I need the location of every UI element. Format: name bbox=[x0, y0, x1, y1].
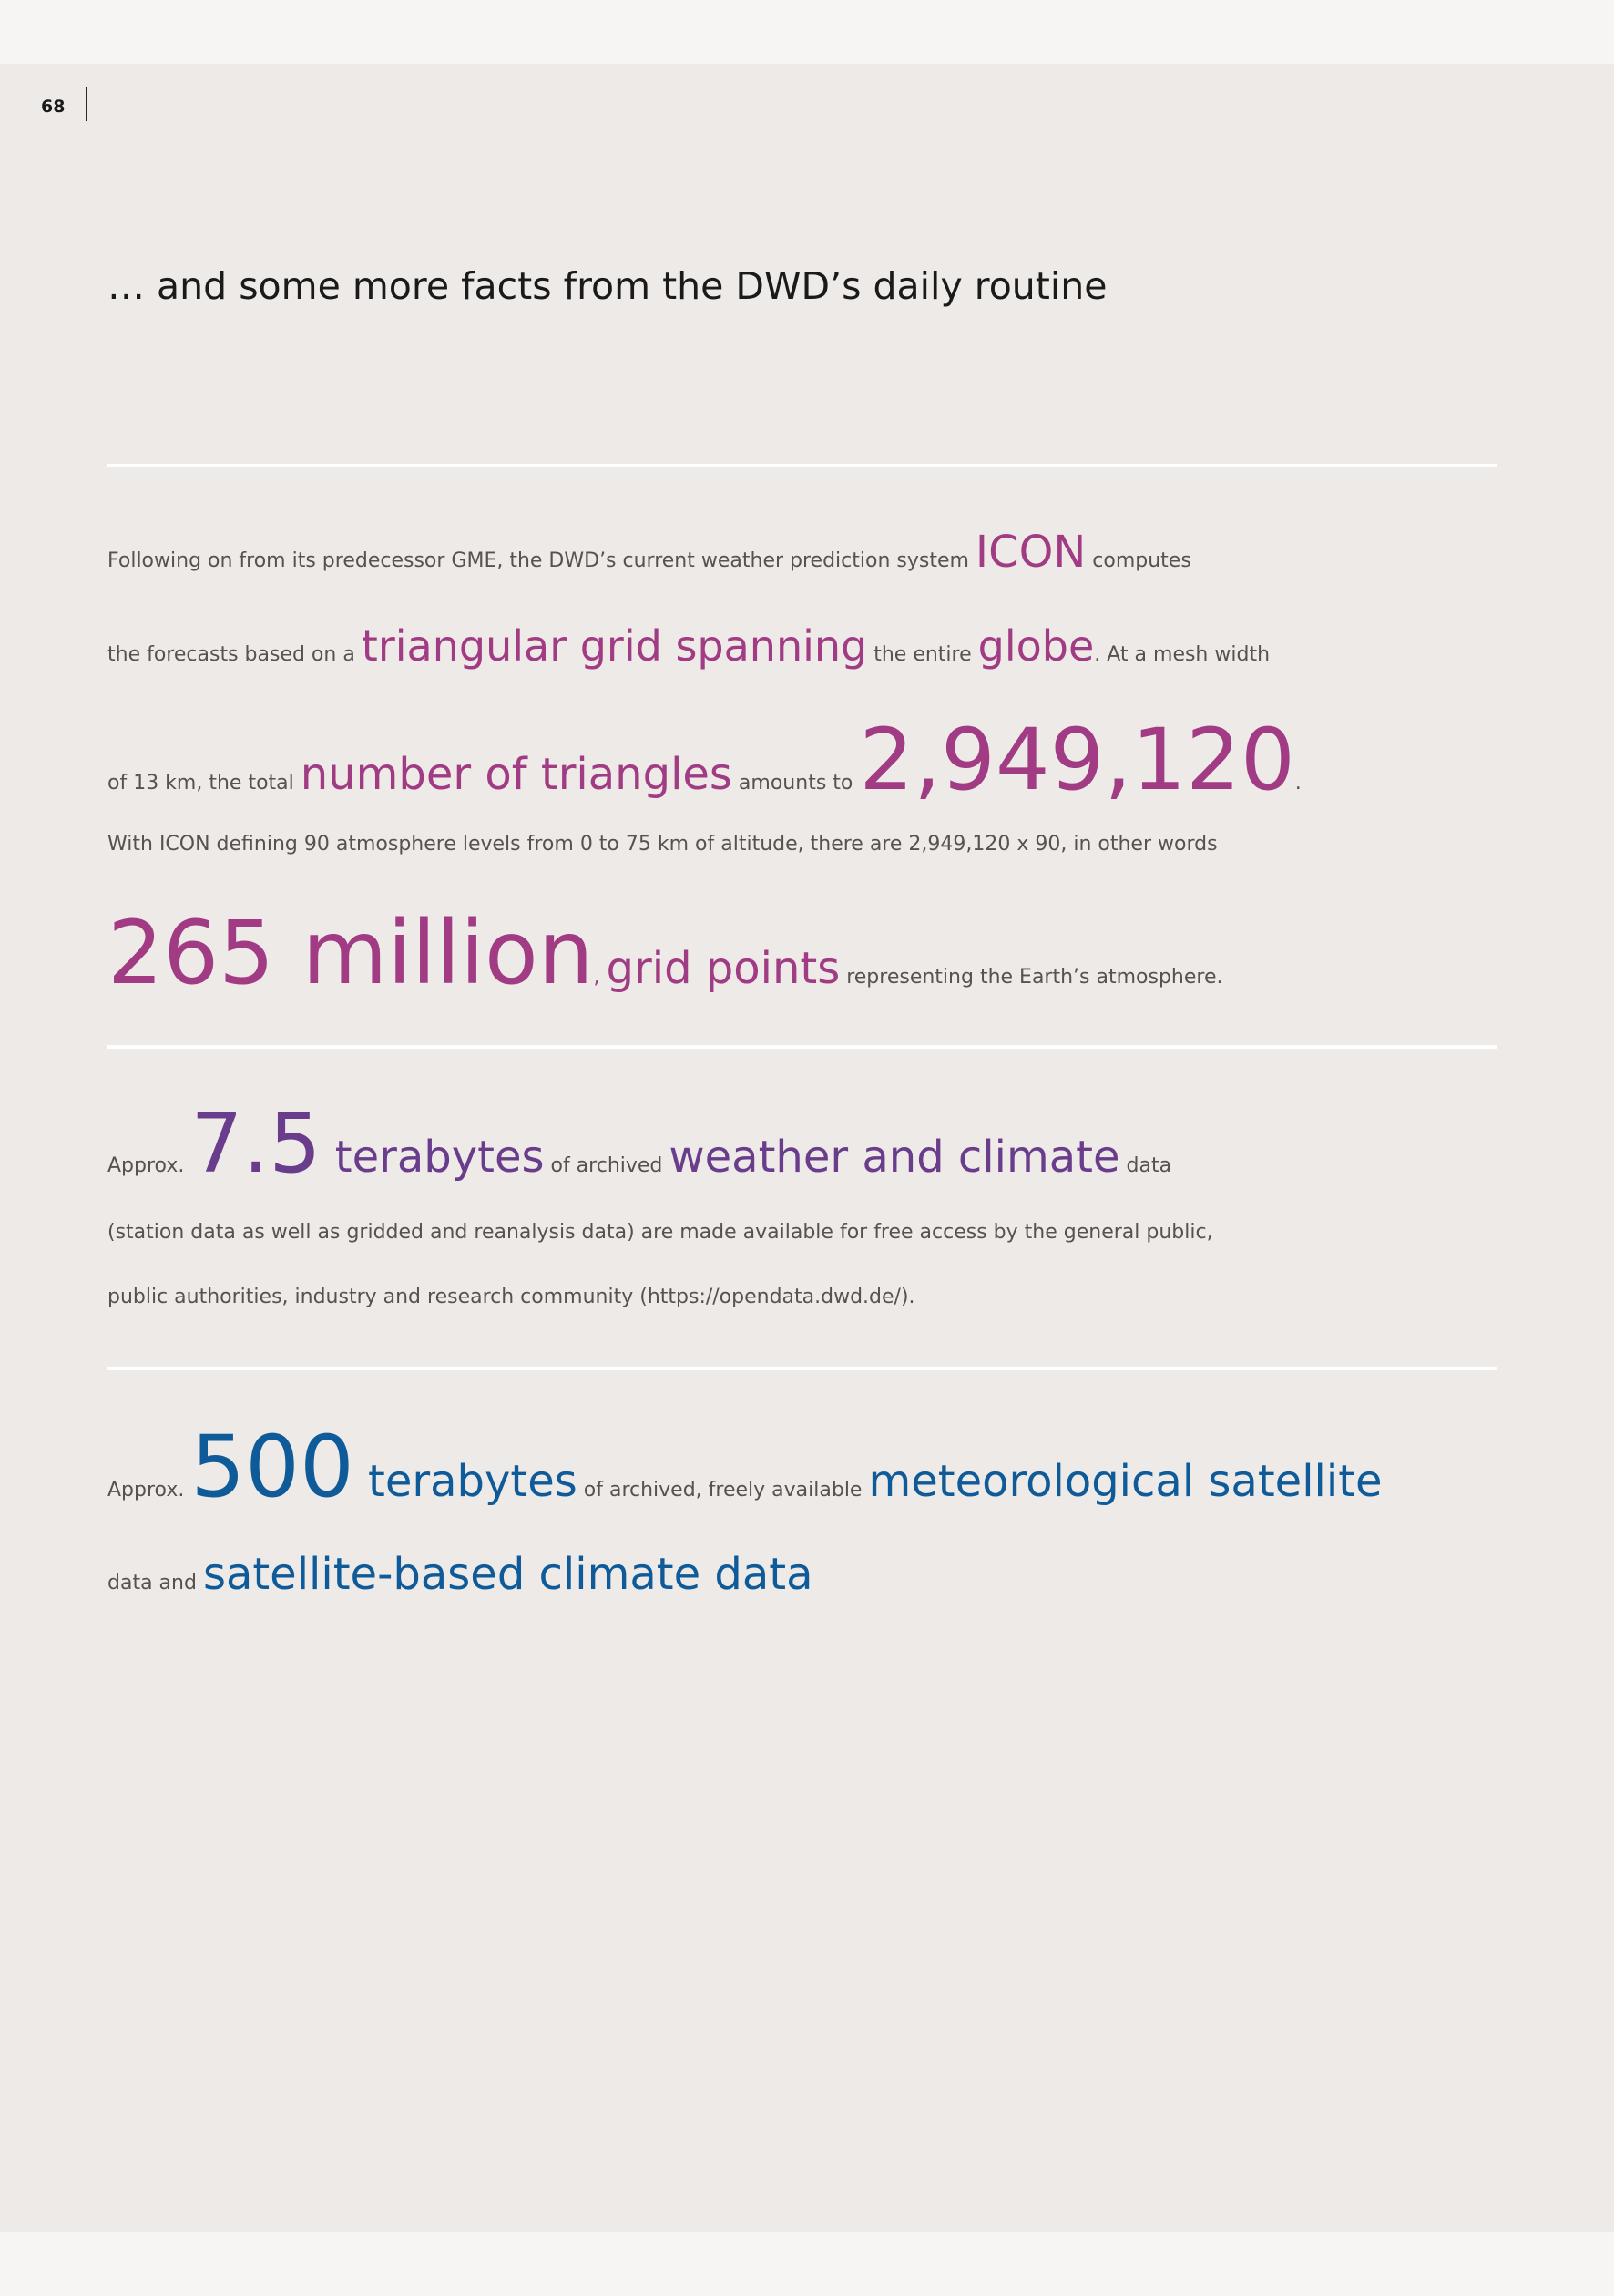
highlight-number-of-triangles: number of triangles bbox=[300, 749, 732, 800]
highlight-icon-term: ICON bbox=[975, 527, 1087, 578]
icon-fact-line-1 bbox=[107, 527, 1191, 578]
archive-fact-line-1 bbox=[107, 1096, 1171, 1192]
highlight-265-million: 265 million bbox=[107, 902, 594, 1004]
text: computes bbox=[1086, 549, 1191, 572]
highlight-triangular-grid: triangular grid spanning bbox=[361, 621, 868, 671]
satellite-fact-line-2 bbox=[107, 1549, 813, 1600]
text: . At a mesh width bbox=[1094, 643, 1271, 666]
icon-fact-line-2 bbox=[107, 621, 1270, 671]
text: the entire bbox=[867, 643, 978, 666]
highlight-500: 500 bbox=[190, 1418, 354, 1517]
highlight-globe: globe bbox=[977, 621, 1095, 671]
icon-fact-line-5 bbox=[107, 902, 1223, 1004]
highlight-grid-points: grid points bbox=[606, 943, 841, 994]
highlight-weather-and-climate: weather and climate bbox=[669, 1132, 1120, 1183]
text: Following on from its predecessor GME, the DWD’s current weather prediction system bbox=[107, 549, 976, 572]
text: , bbox=[593, 966, 607, 989]
highlight-triangle-count: 2,949,120 bbox=[859, 711, 1295, 810]
text: . bbox=[1294, 772, 1302, 794]
satellite-fact-line-1 bbox=[107, 1418, 1383, 1517]
text: the forecasts based on a bbox=[107, 643, 362, 666]
page-heading: … and some more facts from the DWD’s daily routine bbox=[107, 264, 1108, 308]
archive-fact-line-3: public authorities, industry and research community (https://opendata.dwd.de/). bbox=[107, 1286, 915, 1308]
text: Approx. bbox=[107, 1479, 191, 1502]
text: of archived, freely available bbox=[577, 1479, 869, 1502]
section-divider bbox=[107, 464, 1497, 467]
text: Approx. bbox=[107, 1154, 191, 1177]
text: representing the Earth’s atmosphere. bbox=[840, 966, 1223, 989]
text: amounts to bbox=[731, 772, 860, 794]
icon-fact-line-4: With ICON defining 90 atmosphere levels from 0 to 75 km of altitude, there are 2,949,120 x 90, in other words bbox=[107, 833, 1218, 856]
highlight-7-5: 7.5 bbox=[190, 1096, 322, 1192]
icon-fact-line-3 bbox=[107, 711, 1302, 810]
highlight-satellite-based-climate-data: satellite-based climate data bbox=[202, 1549, 813, 1600]
text: of 13 km, the total bbox=[107, 772, 301, 794]
text: of archived bbox=[544, 1154, 669, 1177]
section-divider bbox=[107, 1367, 1497, 1370]
page-number: 68 bbox=[41, 97, 66, 117]
section-divider bbox=[107, 1045, 1497, 1049]
archive-fact-line-2: (station data as well as gridded and reanalysis data) are made available for free access by the general public, bbox=[107, 1221, 1213, 1244]
page-number-divider bbox=[86, 87, 87, 121]
text: data and bbox=[107, 1572, 203, 1594]
text: data bbox=[1119, 1154, 1172, 1177]
highlight-meteorological-satellite: meteorological satellite bbox=[868, 1456, 1383, 1507]
highlight-terabytes: terabytes bbox=[353, 1456, 577, 1507]
highlight-terabytes: terabytes bbox=[321, 1132, 545, 1183]
